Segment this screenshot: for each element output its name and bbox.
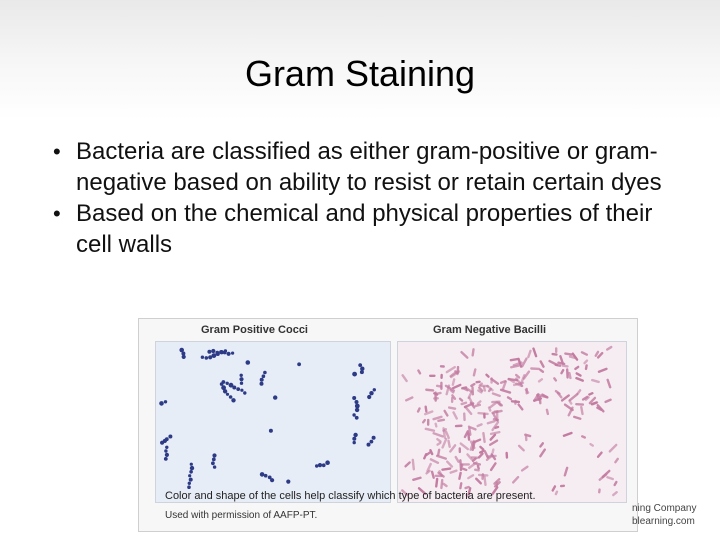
bacillus-cell [491,400,501,403]
bacillus-cell [551,353,558,356]
bacillus-cell [431,470,436,479]
bacillus-cell [471,348,475,357]
bacillus-cell [404,461,411,468]
watermark-line-1: ning Company [632,503,697,514]
bacillus-cell [433,397,439,400]
gram-positive-micrograph [155,341,391,503]
bacillus-cell [472,368,476,377]
coccus-cell [352,413,355,416]
coccus-cell [187,485,191,489]
bacillus-cell [437,448,441,456]
coccus-cell [227,352,231,356]
coccus-cell [229,395,233,399]
bacillus-cell [551,485,557,492]
coccus-cell [355,404,360,409]
bacillus-cell [416,407,421,413]
coccus-cell [239,377,243,381]
coccus-cell [211,349,215,353]
bacillus-cell [460,463,470,465]
bacillus-cell [427,419,430,426]
bullet-dot-icon: • [53,139,61,164]
coccus-cell [189,470,193,474]
bacillus-cell [421,418,426,424]
bacillus-cell [417,369,422,375]
bacillus-cell [475,477,483,485]
bacillus-cell [449,469,458,474]
coccus-cell [231,398,235,402]
bacillus-cell [491,392,501,397]
bacillus-cell [475,381,481,384]
slide-title: Gram Staining [244,53,476,94]
coccus-cell [355,400,359,404]
bacillus-cell [483,450,489,460]
bullet-item [40,136,680,198]
bacillus-cell [477,412,489,415]
coccus-cell [352,372,357,377]
coccus-cell [165,446,168,449]
coccus-cell [246,360,251,365]
coccus-cell [270,478,274,482]
bacillus-cell [553,377,558,382]
coccus-cell [212,453,216,457]
coccus-cell [219,350,223,354]
coccus-cell [353,441,356,444]
bacillus-cell [491,448,495,454]
bacillus-cell [454,455,460,463]
bacillus-cell [436,438,443,444]
bacillus-cell [424,427,435,432]
coccus-cell [164,449,167,452]
coccus-cell [223,389,227,393]
bullet-item [40,198,680,260]
bacillus-cell [446,460,454,468]
bacillus-cell [458,397,463,402]
bacillus-cell [451,378,455,386]
bacilli-cells [401,345,620,498]
bullet-dot-icon: • [53,201,61,226]
bacillus-cell [405,396,414,402]
bacillus-cell [596,451,603,459]
coccus-cell [262,374,266,378]
bacilli-image [398,342,626,502]
bacillus-cell [606,378,612,388]
coccus-cell [201,356,204,359]
bullet-text: Bacteria are classified as either gram-positive or gram-negative based on ability to resist or retain certain dyes [76,138,662,196]
bacillus-cell [435,478,439,488]
bacillus-cell [585,364,588,370]
gram-positive-label: Gram Positive Cocci [201,324,308,336]
coccus-cell [264,474,268,478]
bacillus-cell [505,452,508,459]
coccus-cell [179,348,184,353]
coccus-cell [355,416,359,420]
bacillus-cell [555,347,557,353]
coccus-cell [372,436,376,440]
coccus-cell [297,362,301,366]
bacillus-cell [539,448,547,458]
bacillus-cell [545,408,549,415]
bacillus-cell [560,369,565,375]
bacillus-cell [614,457,620,464]
bacillus-cell [520,465,529,472]
bacillus-cell [485,373,490,378]
coccus-cell [188,474,191,477]
bacillus-cell [441,467,451,471]
coccus-cell [188,482,191,485]
bacillus-cell [583,359,589,365]
bacillus-cell [500,388,512,394]
bacillus-cell [561,364,569,368]
coccus-cell [260,378,264,382]
bacillus-cell [537,378,543,383]
bacillus-cell [506,396,512,401]
bacillus-cell [425,388,434,391]
bacillus-cell [471,456,479,459]
coccus-cell [190,463,193,466]
coccus-cell [168,435,172,439]
gram-negative-label: Gram Negative Bacilli [433,324,547,336]
coccus-cell [205,356,209,360]
coccus-cell [189,478,193,482]
coccus-cell [260,472,265,477]
bacillus-cell [563,466,568,476]
coccus-cell [165,453,169,457]
bacillus-cell [411,459,415,471]
coccus-cell [352,396,356,400]
coccus-cell [212,458,216,462]
bacillus-cell [608,443,618,453]
coccus-cell [159,401,164,406]
coccus-cell [212,353,217,358]
coccus-cell [240,382,243,385]
bacillus-cell [568,399,573,405]
micrograph-figure [138,318,638,532]
bacillus-cell [490,377,493,384]
bacillus-cell [575,403,584,406]
bacillus-cell [573,415,582,420]
bacillus-cell [604,398,612,403]
coccus-cell [236,387,240,391]
coccus-cell [243,391,246,394]
bacillus-cell [462,467,468,471]
bullet-list [40,136,680,260]
bacillus-cell [455,424,463,427]
bacillus-cell [482,432,486,443]
coccus-cell [223,351,227,355]
cocci-cells [159,348,376,489]
bacillus-cell [467,474,475,480]
coccus-cell [369,391,373,395]
bacillus-cell [580,406,584,416]
bacillus-cell [448,406,457,410]
coccus-cell [286,480,290,484]
coccus-cell [367,395,371,399]
bacillus-cell [560,484,565,487]
bacillus-cell [452,411,458,420]
bacillus-cell [432,432,444,438]
bacillus-cell [598,488,601,493]
bacillus-cell [530,367,540,370]
bacillus-cell [612,491,619,497]
bacillus-cell [489,462,497,472]
coccus-cell [315,464,318,467]
bacillus-cell [539,360,545,369]
coccus-cell [160,441,164,445]
bacillus-cell [575,377,584,383]
bacillus-cell [597,367,608,373]
bacillus-cell [463,412,466,421]
bacillus-cell [576,389,582,396]
bullet-text: Based on the chemical and physical properties of their cell walls [76,200,653,258]
coccus-cell [352,437,356,441]
bacillus-cell [574,365,580,370]
coccus-cell [353,433,357,437]
watermark-line-2: blearning.com [632,516,695,527]
bacillus-cell [435,475,443,478]
bacillus-cell [580,351,588,357]
bacillus-cell [440,374,443,379]
bacillus-cell [460,350,469,359]
bacillus-cell [517,444,525,452]
bacillus-cell [532,347,538,358]
bacillus-cell [539,442,545,449]
figure-caption: Color and shape of the cells help classify which type of bacteria are present. [165,490,536,502]
cocci-image [156,342,390,502]
bacillus-cell [526,388,528,395]
coccus-cell [269,429,273,433]
bacillus-cell [562,431,573,437]
bacillus-cell [441,437,448,449]
coccus-cell [325,460,330,465]
bacillus-cell [412,476,422,481]
coccus-cell [213,465,216,468]
bacillus-cell [554,490,558,496]
bacillus-cell [588,392,594,397]
coccus-cell [164,457,168,461]
bacillus-cell [440,365,445,368]
coccus-cell [322,463,326,467]
bacillus-cell [514,400,517,405]
bacillus-cell [605,345,612,351]
bacillus-cell [591,379,600,384]
coccus-cell [222,380,226,384]
bacillus-cell [476,423,483,428]
bacillus-cell [459,482,463,490]
bacillus-cell [511,475,519,484]
coccus-cell [367,443,371,447]
bacillus-cell [458,472,462,481]
bacillus-cell [434,422,437,428]
bacillus-cell [458,447,461,453]
bacillus-cell [539,396,542,405]
bacillus-cell [429,375,436,377]
coccus-cell [358,363,362,367]
bacillus-cell [581,435,587,439]
coccus-cell [226,382,229,385]
bacillus-cell [606,476,614,481]
coccus-cell [318,463,322,467]
coccus-cell [215,351,219,355]
coccus-cell [360,370,364,374]
coccus-cell [263,371,267,375]
coccus-cell [226,393,229,396]
bacillus-cell [517,403,524,411]
bacillus-cell [460,401,467,405]
coccus-cell [231,352,234,355]
bacillus-cell [443,409,449,417]
coccus-cell [240,374,243,377]
coccus-cell [370,440,374,444]
coccus-cell [373,388,376,391]
coccus-cell [260,382,264,386]
coccus-cell [207,350,211,354]
coccus-cell [273,395,277,399]
bacillus-cell [613,480,618,486]
coccus-cell [240,389,243,392]
coccus-cell [211,461,215,465]
figure-permission: Used with permission of AAFP-PT. [165,510,318,521]
bacillus-cell [509,358,518,362]
bacillus-cell [424,405,427,412]
bacillus-cell [440,382,442,390]
gram-negative-micrograph [397,341,627,503]
coccus-cell [229,383,234,388]
bacillus-cell [447,439,451,448]
coccus-cell [164,400,167,403]
coccus-cell [190,466,194,470]
bacillus-cell [401,374,408,383]
bacillus-cell [589,443,595,448]
bacillus-cell [575,372,582,377]
bacillus-cell [527,349,532,358]
